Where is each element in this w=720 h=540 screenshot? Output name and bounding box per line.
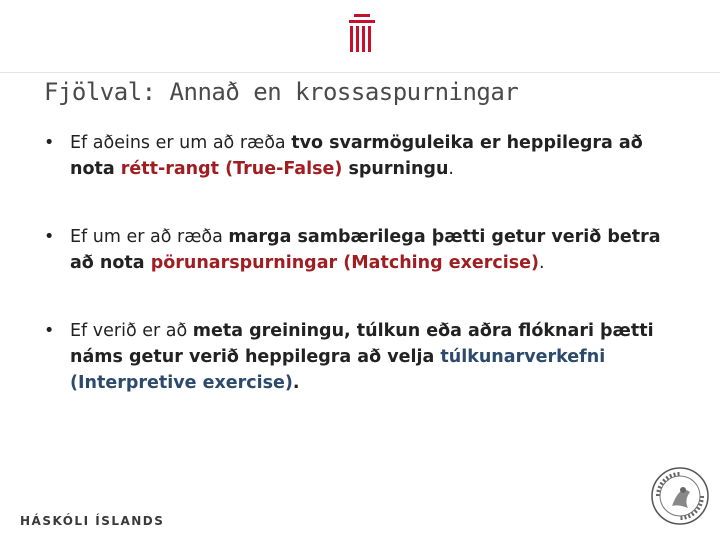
title-divider	[0, 72, 720, 73]
bullet-dot-icon: •	[44, 227, 55, 247]
slide-title: Fjölval: Annað en krossaspurningar	[44, 78, 519, 106]
bullet-list	[44, 130, 684, 396]
university-logo-icon	[349, 14, 375, 54]
bullet-item	[44, 318, 684, 396]
footer-brand: HÁSKÓLI ÍSLANDS	[20, 514, 165, 528]
bullet-item	[44, 224, 684, 276]
bullet-dot-icon: •	[44, 133, 55, 153]
bullet-item	[44, 130, 684, 182]
university-seal-icon	[650, 466, 710, 526]
bullet-text: Ef aðeins er um að ræða tvo svarmöguleika er heppilegra að nota rétt-rangt (True-False) spurningu.	[70, 133, 643, 179]
bullet-text: Ef um er að ræða marga sambærilega þætti getur verið betra að nota pörunarspurningar (Matching exercise).	[70, 227, 661, 273]
bullet-text: Ef verið er að meta greiningu, túlkun eða aðra flóknari þætti náms getur verið heppilegra að velja túlkunarverkefni (Interpretive exercise).	[70, 321, 654, 393]
bullet-dot-icon: •	[44, 321, 55, 341]
